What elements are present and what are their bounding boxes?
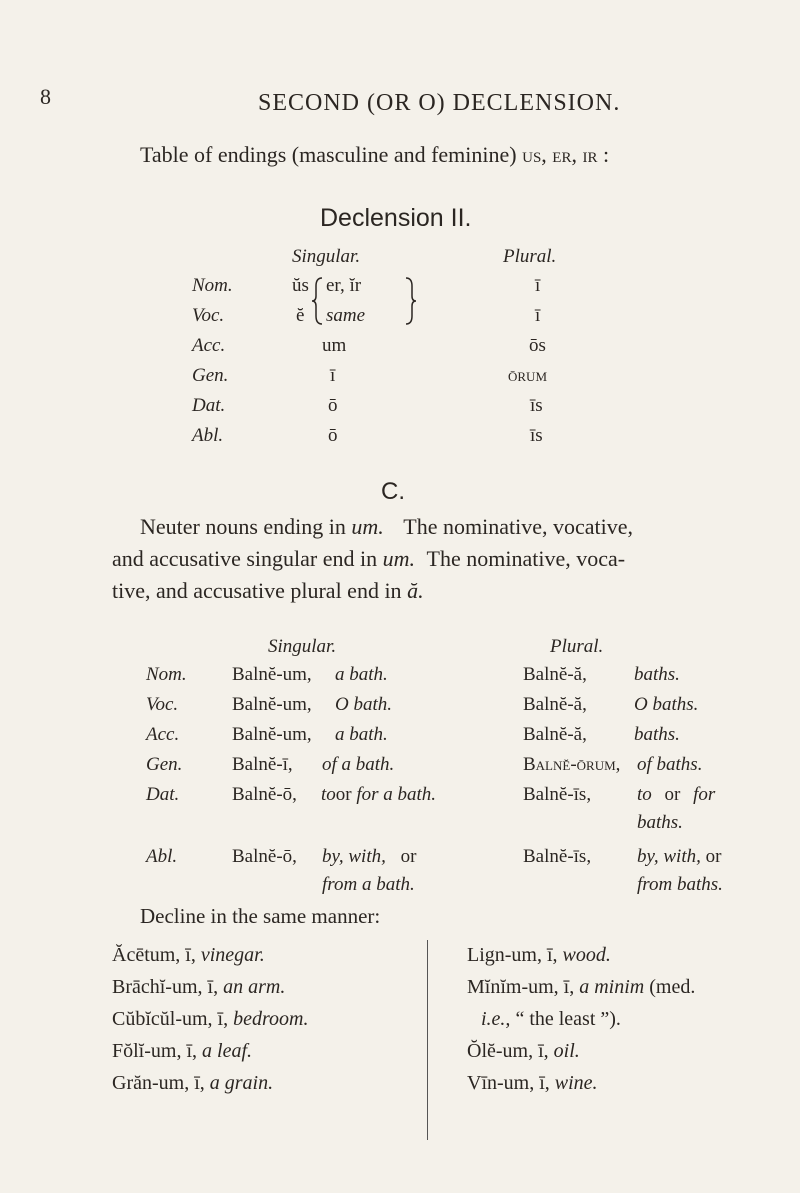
vocab-item: Ăcētum, ī, vinegar. xyxy=(112,944,265,966)
plural-form: Balnĕ-ă, xyxy=(523,724,587,745)
plural-translation: to or for xyxy=(637,784,716,805)
vocab-item: Mĭnĭm-um, ī, a minim (med. xyxy=(467,976,696,998)
singular-ending: ŭs xyxy=(292,275,309,296)
section-c-heading: C. xyxy=(381,478,405,505)
singular-translation: by, with, or xyxy=(322,846,417,867)
vocab-item: Vīn-um, ī, wine. xyxy=(467,1072,598,1094)
left-brace xyxy=(312,276,324,326)
plural-ending: ī xyxy=(535,275,541,296)
case-label: Gen. xyxy=(192,365,229,386)
singular-form: Balnĕ-um, xyxy=(232,694,312,715)
singular-ending: ō xyxy=(328,395,338,416)
plural-form: Balnĕ-ă, xyxy=(523,664,587,685)
plural-translation: of baths. xyxy=(637,754,703,775)
column-divider xyxy=(427,940,428,1140)
plural-form: Balnĕ-īs, xyxy=(523,846,592,867)
example-singular-header: Singular. xyxy=(268,636,337,657)
case-label: Dat. xyxy=(192,395,226,416)
case-label: Voc. xyxy=(146,694,179,715)
case-label: Abl. xyxy=(146,846,178,867)
plural-ending: īs xyxy=(530,395,543,416)
singular-header: Singular. xyxy=(292,246,361,267)
plural-form: Balnĕ-īs, xyxy=(523,784,592,805)
alt-ending-er-ir: er, ĭr xyxy=(326,275,362,296)
plural-form: Balnĕ-ōrum, xyxy=(523,754,621,775)
case-label: Gen. xyxy=(146,754,183,775)
singular-translation: O bath. xyxy=(335,694,392,715)
running-head: SECOND (OR O) DECLENSION. xyxy=(258,90,621,116)
vocab-item: Cŭbĭcŭl-um, ī, bedroom. xyxy=(112,1008,309,1030)
case-label: Acc. xyxy=(146,724,180,745)
plural-header: Plural. xyxy=(503,246,557,267)
case-label: Dat. xyxy=(146,784,180,805)
intro-endings: us, er, ir : xyxy=(522,142,610,167)
plural-translation: baths. xyxy=(634,724,680,745)
singular-form: Balnĕ-um, xyxy=(232,724,312,745)
singular-translation: a bath. xyxy=(335,724,388,745)
vocab-item: Lign-um, ī, wood. xyxy=(467,944,611,966)
case-label: Voc. xyxy=(192,305,225,326)
singular-form: Balnĕ-ō, xyxy=(232,784,297,805)
singular-translation-cont: from a bath. xyxy=(322,874,415,895)
decline-heading: Decline in the same manner: xyxy=(140,904,381,928)
intro-text: Table of endings (masculine and feminine) xyxy=(140,142,517,167)
plural-ending: īs xyxy=(530,425,543,446)
plural-translation: by, with, or xyxy=(637,846,722,867)
vocab-item: Brāchĭ-um, ī, an arm. xyxy=(112,976,286,998)
page-number: 8 xyxy=(40,84,51,109)
vocab-item: Grăn-um, ī, a grain. xyxy=(112,1072,274,1094)
singular-form: Balnĕ-ō, xyxy=(232,846,297,867)
plural-translation-cont: baths. xyxy=(637,812,683,833)
plural-translation-cont: from baths. xyxy=(637,874,723,895)
case-label: Acc. xyxy=(192,335,226,356)
case-label: Nom. xyxy=(192,275,233,296)
plural-translation: baths. xyxy=(634,664,680,685)
singular-translation: a bath. xyxy=(335,664,388,685)
singular-ending: ī xyxy=(330,365,336,386)
singular-translation: toor for a bath. xyxy=(321,784,437,805)
declension-title: Declension II. xyxy=(320,204,472,232)
case-label: Nom. xyxy=(146,664,187,685)
example-plural-header: Plural. xyxy=(550,636,604,657)
plural-ending: ī xyxy=(535,305,541,326)
plural-translation: O baths. xyxy=(634,694,699,715)
singular-ending: ō xyxy=(328,425,338,446)
singular-form: Balnĕ-ī, xyxy=(232,754,293,775)
alt-ending-same: same xyxy=(326,305,366,326)
paragraph-line-3: tive, and accusative plural end in ă. xyxy=(112,578,424,603)
vocab-item: Fŏlĭ-um, ī, a leaf. xyxy=(112,1040,253,1062)
vocab-item-cont: i.e., “ the least ”). xyxy=(481,1008,621,1030)
paragraph-line-2: and accusative singular end in um. The nominative, voca- xyxy=(112,546,626,571)
intro-line xyxy=(140,142,609,168)
right-brace xyxy=(404,276,416,326)
singular-ending: um xyxy=(322,335,347,356)
plural-ending: ōs xyxy=(529,335,546,356)
singular-ending: ĕ xyxy=(296,305,305,326)
case-label: Abl. xyxy=(192,425,224,446)
singular-translation: of a bath. xyxy=(322,754,395,775)
plural-ending: ōrum xyxy=(508,365,548,386)
paragraph-line-1: Neuter nouns ending in um. The nominative, vocative, xyxy=(140,514,633,539)
singular-form: Balnĕ-um, xyxy=(232,664,312,685)
vocab-item: Ŏlĕ-um, ī, oil. xyxy=(467,1040,580,1062)
plural-form: Balnĕ-ă, xyxy=(523,694,587,715)
